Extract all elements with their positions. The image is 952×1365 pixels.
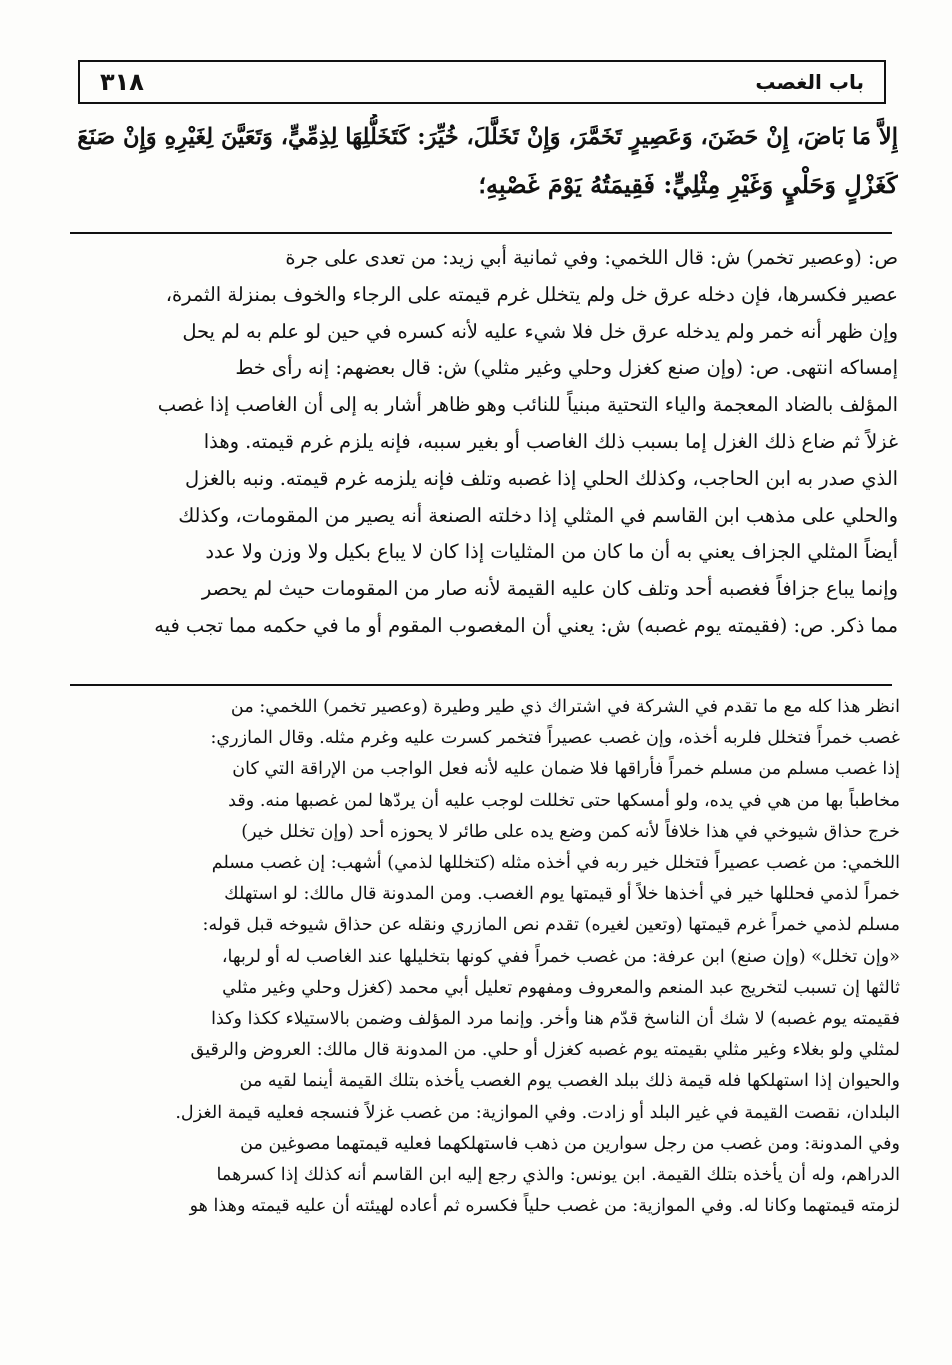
divider-rule bbox=[70, 232, 892, 234]
hashiya-line: إذا غصب مسلم من مسلم خمراً فأراقها فلا ضمان عليه لأنه فعل الواجب من الإراقة التي كان bbox=[232, 759, 900, 780]
hashiya-line: خمراً لذمي فحللها خير في أخذها خلاً أو قيمتها يوم الغصب. ومن المدونة قال مالك: لو استهلك bbox=[224, 884, 900, 905]
sharh-line: وإن ظهر أنه خمر ولم يدخله عرق خل فلا شيء عليه لأنه كسره في حين لو علم به لم يحل bbox=[182, 319, 898, 343]
hashiya-line: غصب خمراً فتخلل فلربه أخذه، وإن غصب عصيراً فتخمر كسرت عليه وغرم مثله. وقال المازري: bbox=[210, 728, 900, 749]
matn-text bbox=[62, 114, 898, 208]
sharh-line: والحلي على مذهب ابن القاسم في المثلي إذا دخلته الصنعة أنه يصير من المقومات، وكذلك bbox=[178, 503, 898, 527]
sharh-line: الذي صدر به ابن الحاجب، وكذلك الحلي إذا غصبه وتلف فإنه يلزمه غرم قيمته. ونبه بالغزل bbox=[185, 466, 898, 490]
hashiya-line: لزمته قيمتهما وكانا له. وفي الموازية: من غصب حلياً فكسره ثم أعاده لهيئته أن عليه قيمته وهذا هو bbox=[189, 1196, 900, 1217]
hashiya-line: اللخمي: من غصب عصيراً فتخلل خير ربه في أخذه مثله (كتخللها لذمي) أشهب: إن غصب مسلم bbox=[211, 853, 900, 874]
sharh-line: المؤلف بالضاد المعجمة والياء التحتية مبنياً للنائب وهو ظاهر أشار به إلى أن الغاصب إذا غصب bbox=[157, 393, 898, 417]
sharh-line: مما ذكر. ص: (فقيمته يوم غصبه) ش: يعني أن المغصوب المقوم أو ما في حكمه مما تجب فيه bbox=[154, 613, 898, 637]
chapter-title: باب الغصب bbox=[755, 70, 864, 94]
hashiya-line: مخاطباً بها من هي في يده، ولو أمسكها حتى تخللت لوجب عليه أن يردّها لمن غصبها منه. وقد bbox=[228, 790, 900, 811]
hashiya-line: وفي المدونة: ومن غصب من رجل سوارين من ذهب فاستهلكهما فعليه قيمتهما مصوغين من bbox=[240, 1133, 900, 1154]
hashiya-line: «وإن تخلل» (وإن صنع) ابن عرفة: من غصب خمراً ففي كونها بتخليلها عند الغاصب له أو لربها، bbox=[221, 946, 900, 967]
sharh-text bbox=[60, 240, 898, 645]
sharh-line: عصير فكسرها، فإن دخله عرق خل ولم يتخلل غرم قيمته على الرجاء والخوف بمنزلة الثمرة، bbox=[165, 282, 898, 306]
hashiya-line: ثالثها إن تسبب لتخريج عبد المنعم والمعروف ومفهوم تعليل أبي محمد (كغزل وحلي وغير مثلي bbox=[222, 977, 900, 998]
matn-line: إِلاَّ مَا بَاضَ، إِنْ حَضَنَ، وَعَصِيرٍ تَخَمَّرَ، وَإِنْ تَخَلَّلَ، خُيِّرَ: كَتَخَلُّلِهَا لِذِمِّيٍّ، وَتَعَيَّنَ لِغَيْرِهِ وَإِنْ صَنَعَ bbox=[77, 124, 898, 150]
running-header bbox=[78, 62, 886, 102]
sharh-line: إمساكه انتهى. ص: (وإن صنع كغزل وحلي وغير مثلي) ش: قال بعضهم: إنه رأى خط bbox=[235, 356, 898, 380]
hashiya-line: الدراهم، وله أن يأخذه بتلك القيمة. ابن يونس: والذي رجع إليه ابن القاسم أنه كذلك إذا كسرهما bbox=[216, 1165, 900, 1186]
page-number: ٣١٨ bbox=[100, 68, 144, 96]
divider-rule bbox=[70, 684, 892, 686]
sharh-line: وإنما يباع جزافاً فغصبه أحد وتلف كان عليه القيمة لأنه صار من المقومات حيث لم يحصر bbox=[201, 577, 898, 601]
hashiya-line: البلدان، نقصت القيمة في غير البلد أو زادت. وفي الموازية: من غصب غزلاً فنسجه فعليه قيمة الغزل. bbox=[175, 1102, 900, 1123]
hashiya-line: مسلم لذمي خمراً غرم قيمتها (وتعين لغيره) تقدم نص المازري ونقله عن حذاق شيوخه قبل قوله: bbox=[202, 915, 900, 936]
sharh-line: غزلاً ثم ضاع ذلك الغزل إما بسبب ذلك الغاصب أو بغير سببه، فإنه يلزم غرم قيمته. وهذا bbox=[203, 429, 898, 453]
hashiya-line: خرج حذاق شيوخي في هذا خلافاً لأنه كمن وضع يده على طائر لا يحوزه أحد (وإن تخلل خير) bbox=[241, 821, 900, 842]
hashiya-text bbox=[58, 692, 900, 1222]
hashiya-line: انظر هذا كله مع ما تقدم في الشركة في اشتراك ذي طير وطيرة (وعصير تخمر) اللخمي: من bbox=[230, 697, 900, 717]
sharh-line: أيضاً المثلي الجزاف يعني به أن ما كان من المثليات إذا كان لا يباع بكيل ولا وزن ولا عدد bbox=[205, 540, 898, 564]
hashiya-line: لمثلي ولو بغلاء وغير مثلي بقيمته يوم غصبه كغزل أو حلي. من المدونة قال مالك: العروض والرقيق bbox=[190, 1040, 900, 1061]
hashiya-line: فقيمته يوم غصبه) لا شك أن الناسخ قدّم هنا وأخر. وإنما مرد المؤلف وضمن بالاستيلاء ككذا وكذا bbox=[211, 1009, 900, 1030]
hashiya-line: والحيوان إذا استهلكها فله قيمة ذلك ببلد الغصب يوم الغصب يأخذه بتلك القيمة أينما لقيه من bbox=[239, 1071, 900, 1092]
matn-line: كَغَزْلٍ وَحَلْيٍ وَغَيْرِ مِثْلِيٍّ: فَقِيمَتُهُ يَوْمَ غَصْبِهِ؛ bbox=[478, 170, 898, 199]
sharh-line: ص: (وعصير تخمر) ش: قال اللخمي: وفي ثمانية أبي زيد: من تعدى على جرة bbox=[285, 246, 898, 269]
